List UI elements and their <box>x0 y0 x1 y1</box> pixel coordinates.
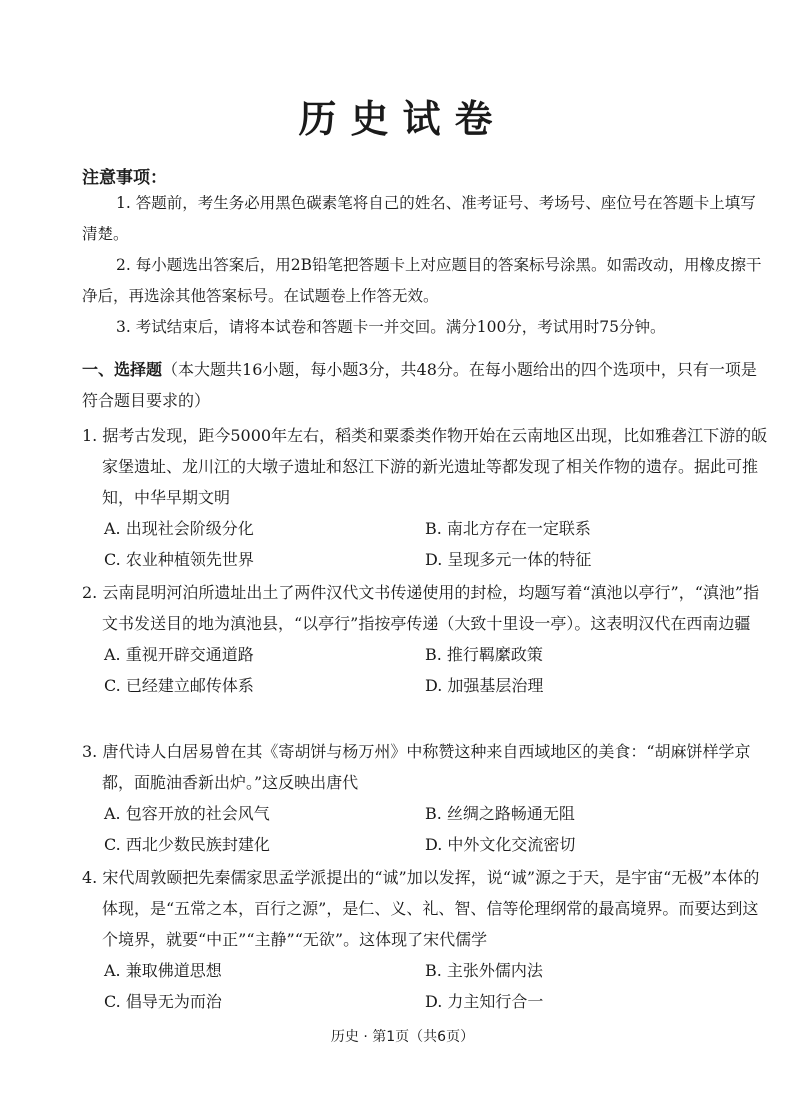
option-b: B. 推行羁縻政策 <box>425 645 543 664</box>
option-c: C. 西北少数民族封建化 <box>104 835 270 854</box>
options <box>82 798 772 860</box>
question-3 <box>82 736 772 860</box>
question-1 <box>82 420 772 575</box>
question-4 <box>82 862 772 1017</box>
notice-heading: 注意事项： <box>82 168 167 188</box>
options <box>82 955 772 1017</box>
option-a: A. 包容开放的社会风气 <box>104 804 270 823</box>
section-header <box>82 354 767 416</box>
page-title: 历史试卷 <box>298 97 507 141</box>
section-label: 一、选择题 <box>82 360 163 379</box>
question-2 <box>82 577 772 701</box>
question-stem: 2. 云南昆明河泊所遗址出土了两件汉代文书传递使用的封检，均题写着“滇池以亭行”，“滇池”指文书发送目的地为滇池县，“以亭行”指按亭传递（大致十里设一亭）。这表明汉代在西南边疆 <box>82 583 760 633</box>
option-a: A. 兼取佛道思想 <box>104 961 222 980</box>
option-b: B. 丝绸之路畅通无阻 <box>425 804 575 823</box>
notice-item: 3. 考试结束后，请将本试卷和答题卡一并交回。满分100分，考试用时75分钟。 <box>116 318 666 336</box>
notice-item: 2. 每小题选出答案后，用2B铅笔把答题卡上对应题目的答案标号涂黑。如需改动，用橡皮擦干净后，再选涂其他答案标号。在试题卷上作答无效。 <box>82 256 762 305</box>
option-d: D. 中外文化交流密切 <box>425 835 576 854</box>
question-stem: 1. 据考古发现，距今5000年左右，稻类和粟黍类作物开始在云南地区出现，比如雅砻江下游的皈家堡遗址、龙川江的大墩子遗址和怒江下游的新光遗址等都发现了相关作物的遗存。据此可推知，中华早期文明 <box>82 426 768 507</box>
question-stem: 4. 宋代周敦颐把先秦儒家思孟学派提出的“诚”加以发挥，说“诚”源之于天，是宇宙“无极”本体的体现，是“五常之本，百行之源”，是仁、义、礼、智、信等伦理纲常的最高境界。而要达到这个境界，就要“中正”“主静”“无欲”。这体现了宋代儒学 <box>82 868 760 949</box>
question-stem: 3. 唐代诗人白居易曾在其《寄胡饼与杨万州》中称赞这种来自西域地区的美食：“胡麻饼样学京都，面脆油香新出炉。”这反映出唐代 <box>82 742 751 792</box>
option-a: A. 出现社会阶级分化 <box>104 519 254 538</box>
option-c: C. 倡导无为而治 <box>104 992 222 1011</box>
option-b: B. 主张外儒内法 <box>425 961 543 980</box>
option-c: C. 已经建立邮传体系 <box>104 676 254 695</box>
option-a: A. 重视开辟交通道路 <box>104 645 254 664</box>
section-description: （本大题共16小题，每小题3分，共48分。在每小题给出的四个选项中，只有一项是符合题目要求的） <box>82 360 757 410</box>
option-d: D. 力主知行合一 <box>425 992 544 1011</box>
option-b: B. 南北方存在一定联系 <box>425 519 591 538</box>
notice-item: 1. 答题前，考生务必用黑色碳素笔将自己的姓名、准考证号、考场号、座位号在答题卡上填写清楚。 <box>82 194 756 243</box>
page-footer: 历史 · 第1页（共6页） <box>330 1029 475 1045</box>
options <box>82 513 772 575</box>
option-d: D. 呈现多元一体的特征 <box>425 550 592 569</box>
option-c: C. 农业种植领先世界 <box>104 550 254 569</box>
option-d: D. 加强基层治理 <box>425 676 544 695</box>
notice-list <box>82 188 767 343</box>
options <box>82 639 772 701</box>
